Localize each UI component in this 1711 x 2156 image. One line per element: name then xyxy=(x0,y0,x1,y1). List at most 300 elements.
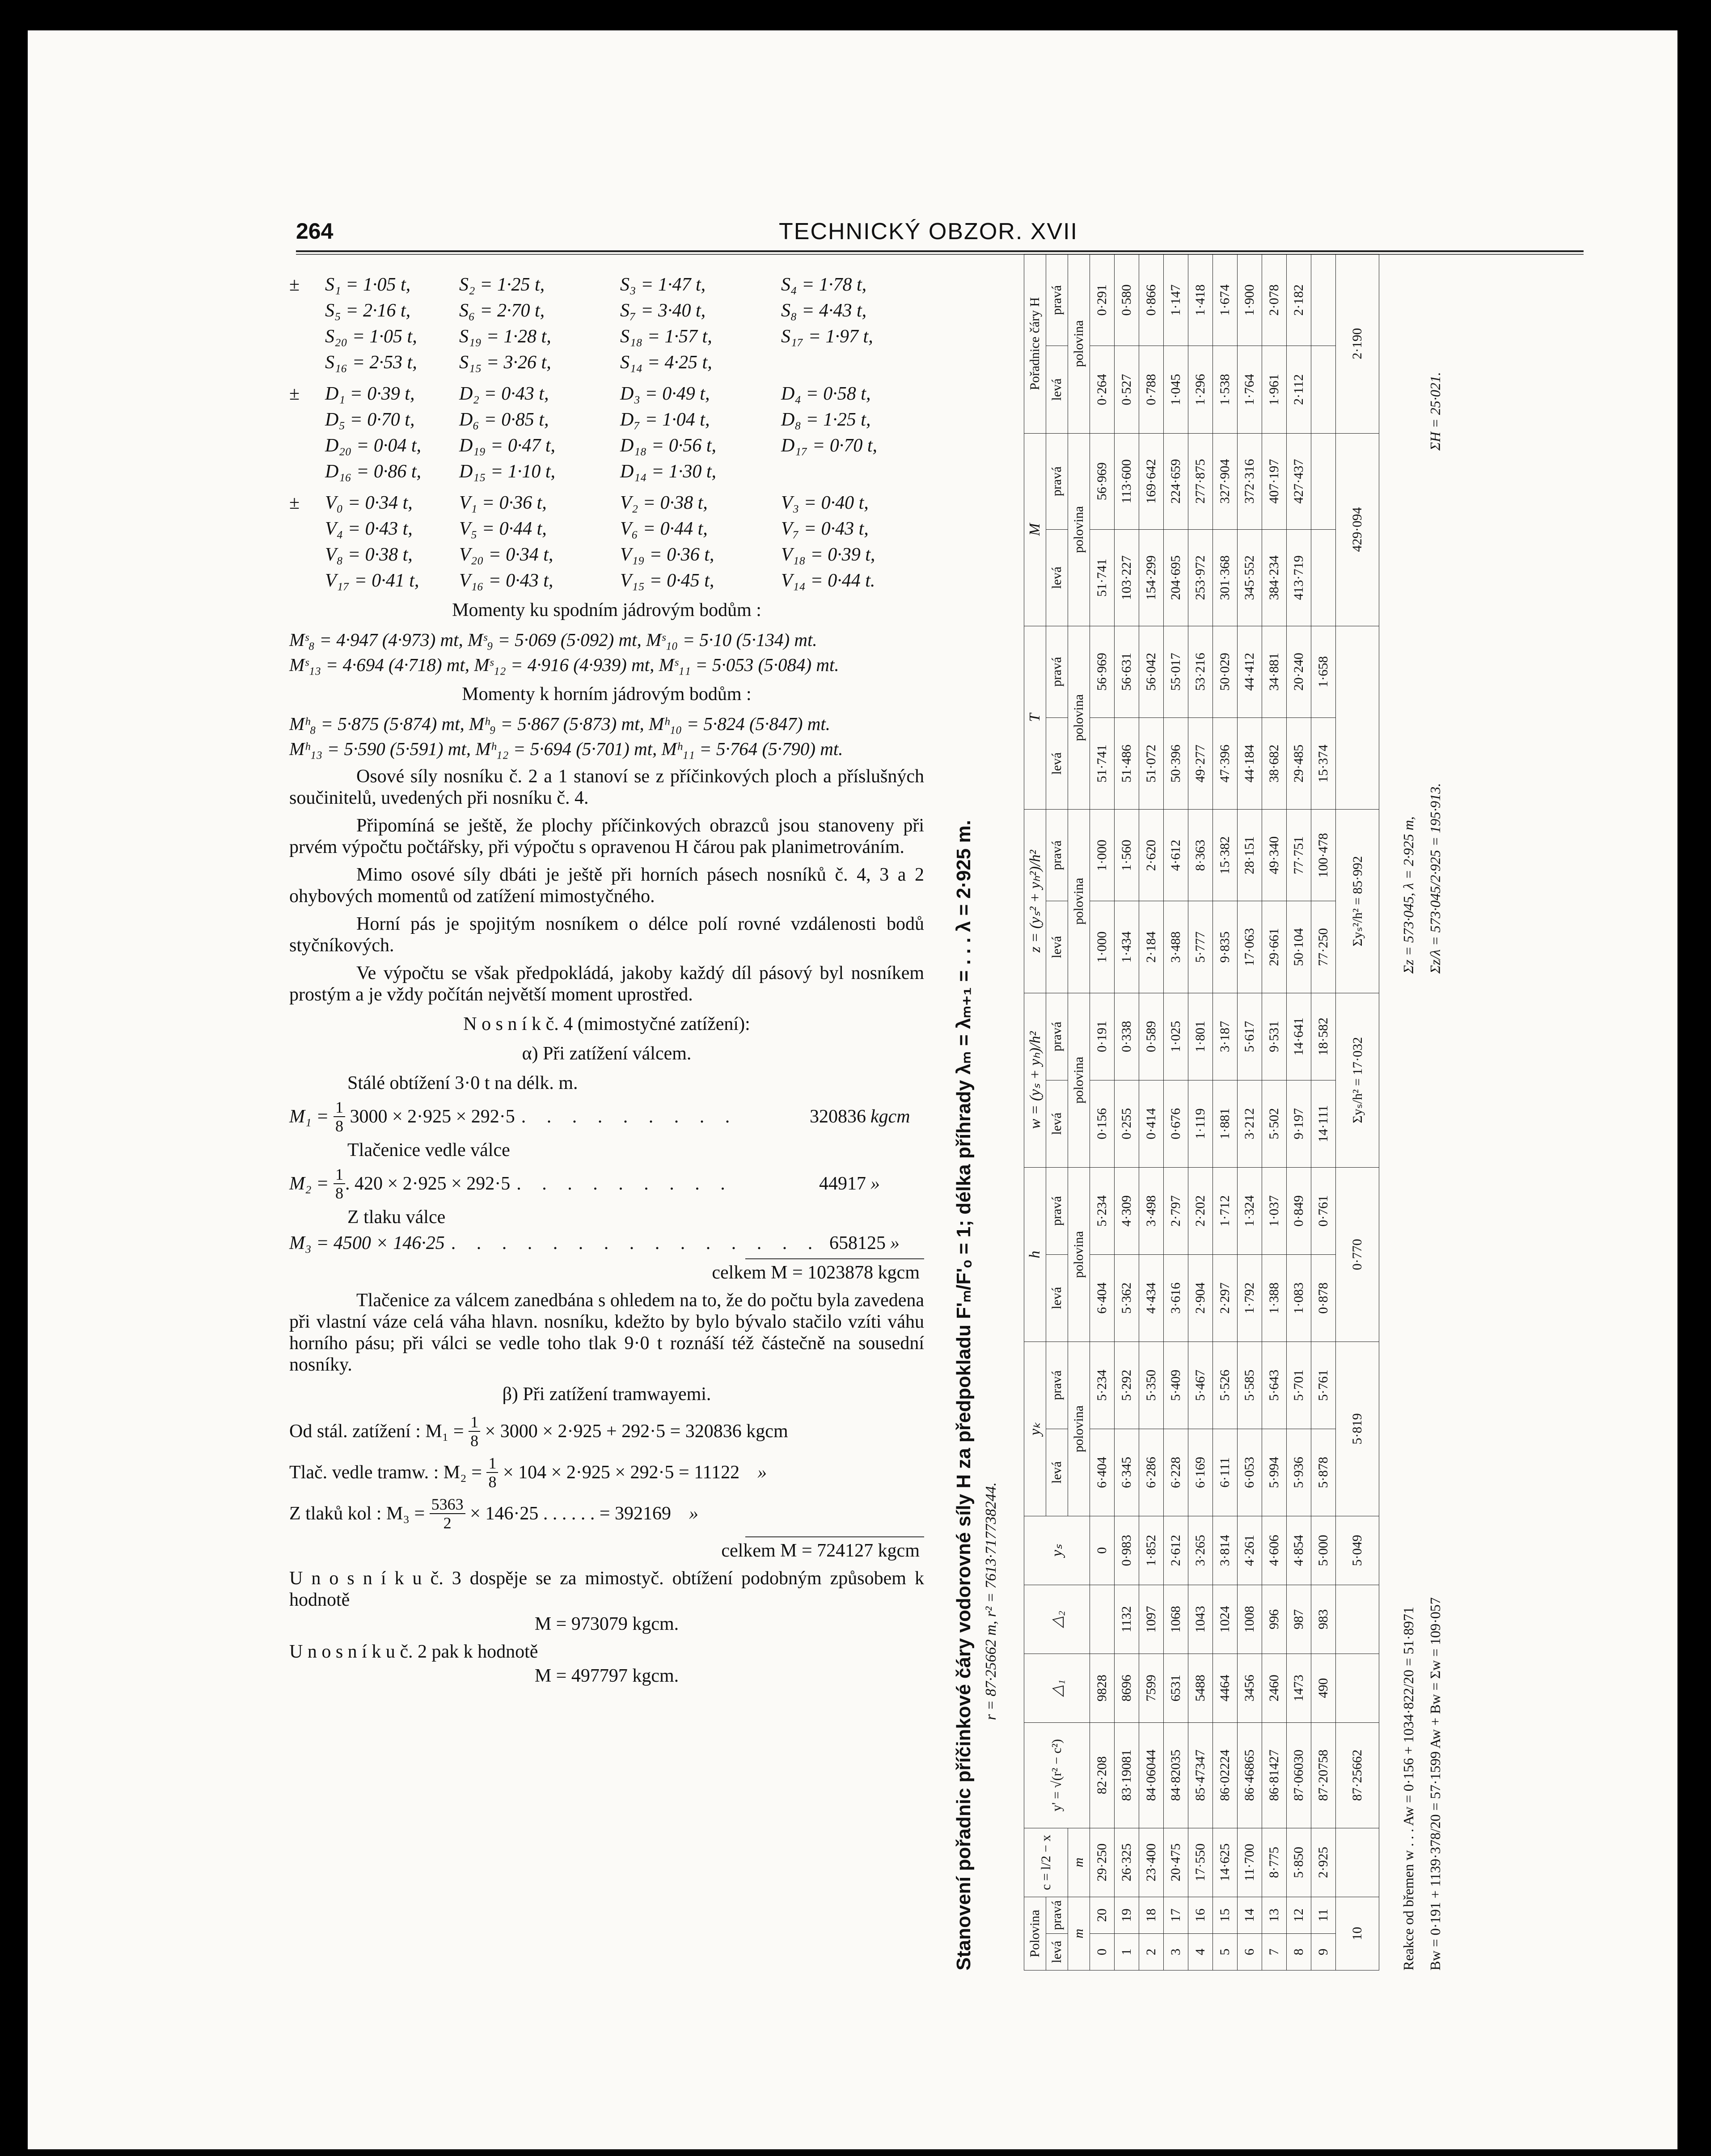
s-cell: S₁₄ = 4·25 t, xyxy=(620,352,712,373)
table-cell: 87·06030 xyxy=(1287,1722,1311,1828)
col-polovina: polovina xyxy=(1068,626,1090,810)
table-cell: 6·169 xyxy=(1188,1429,1213,1516)
table-cell: 9·531 xyxy=(1262,993,1287,1080)
s-cell: S₃ = 1·47 t, xyxy=(620,274,706,295)
table-cell: 2·297 xyxy=(1213,1254,1238,1342)
table-cell: 345·552 xyxy=(1238,530,1262,626)
table-row xyxy=(1188,254,1213,1970)
leader-dots: . . . . . . . . . xyxy=(521,1106,738,1127)
table-cell: 1·388 xyxy=(1262,1254,1287,1342)
table-cell xyxy=(1311,346,1336,433)
fraction xyxy=(430,1495,465,1532)
page xyxy=(28,30,1677,2149)
table-row xyxy=(1139,254,1164,1970)
table-cell: 253·972 xyxy=(1188,530,1213,626)
table-cell: 3·498 xyxy=(1139,1167,1164,1254)
d-cell: D₁₇ = 0·70 t, xyxy=(781,435,878,456)
table-cell: 86·81427 xyxy=(1262,1722,1287,1828)
table-cell: 8696 xyxy=(1115,1654,1139,1722)
table-cell: 55·017 xyxy=(1164,626,1188,717)
nosnik-3-value: M = 973079 kgcm. xyxy=(534,1614,679,1634)
table-cell: 1 xyxy=(1115,1933,1139,1970)
table-cell: 51·486 xyxy=(1115,717,1139,809)
d-cell: D₂ = 0·43 t, xyxy=(459,384,549,404)
table-cell: 0 xyxy=(1090,1516,1115,1585)
denominator: 8 xyxy=(488,1473,497,1491)
d-cell: D₅ = 0·70 t, xyxy=(325,409,415,430)
col-header-ys: yₛ xyxy=(1024,1516,1090,1585)
d-cell xyxy=(781,461,924,482)
v-cell: V₁₈ = 0·39 t, xyxy=(781,544,875,565)
summary-cell: Σyₛ²/h² = 85·992 xyxy=(1336,810,1379,993)
table-cell: 204·695 xyxy=(1164,530,1188,626)
table-cell: 0·527 xyxy=(1115,346,1139,433)
d-cell xyxy=(289,435,325,456)
table-cell: 19 xyxy=(1115,1897,1139,1933)
table-cell: 6·404 xyxy=(1090,1429,1115,1516)
table-cell: 12 xyxy=(1287,1897,1311,1933)
v-cell xyxy=(289,570,325,591)
table-summary-row xyxy=(1336,254,1379,1970)
col-header-yk: yₖ xyxy=(1024,1342,1046,1516)
table-cell: 3·814 xyxy=(1213,1516,1238,1585)
table-cell: 5·502 xyxy=(1262,1080,1287,1167)
numerator: 1 xyxy=(486,1454,498,1473)
table-cell: 5·777 xyxy=(1188,901,1213,993)
table-row xyxy=(1311,254,1336,1970)
upper-moments-heading: Momenty k horním jádrovým bodům : xyxy=(462,684,752,705)
table-cell: 38·682 xyxy=(1262,717,1287,809)
col-leva: levá xyxy=(1046,530,1068,626)
v-cell: V₀ = 0·34 t, xyxy=(325,493,413,513)
col-prava: pravá xyxy=(1046,1342,1068,1429)
table-cell: 1·324 xyxy=(1238,1167,1262,1254)
summary-cell: 429·094 xyxy=(1336,433,1379,626)
table-cell: 5·234 xyxy=(1090,1167,1115,1254)
s-cell: S₂₀ = 1·05 t, xyxy=(325,326,417,347)
table-cell: 2·202 xyxy=(1188,1167,1213,1254)
table-cell: 0·866 xyxy=(1139,254,1164,346)
calc-b3-lhs: Z tlaků kol : M₃ = xyxy=(289,1503,425,1524)
left-column xyxy=(289,274,924,1688)
alpha-heading: α) Při zatížení válcem. xyxy=(522,1043,692,1064)
v-cell: V₁₉ = 0·36 t, xyxy=(620,544,714,565)
table-cell: 6·053 xyxy=(1238,1429,1262,1516)
denominator: 8 xyxy=(335,1184,343,1202)
table-cell: 1·147 xyxy=(1164,254,1188,346)
footnote-bw: Bw = 0·191 + 1139·378/20 = 57·1599 Aw + Bw = Σw = 109·057 xyxy=(1427,1597,1443,1970)
force-list-v xyxy=(289,492,924,591)
table-cell: 327·904 xyxy=(1213,433,1238,530)
total-alpha: celkem M = 1023878 kgcm xyxy=(712,1262,920,1283)
table-cell: 1·801 xyxy=(1188,993,1213,1080)
s-cell xyxy=(781,352,924,373)
col-leva: levá xyxy=(1046,1254,1068,1342)
d-cell xyxy=(289,409,325,430)
s-cell: S₈ = 4·43 t, xyxy=(781,300,867,321)
table-cell: 427·437 xyxy=(1287,433,1311,530)
col-header-delta1: △₁ xyxy=(1024,1654,1090,1722)
table-cell: 301·368 xyxy=(1213,530,1238,626)
stale-label: Stálé obtížení 3·0 t na délk. m. xyxy=(347,1073,578,1093)
table-cell: 2·620 xyxy=(1139,810,1164,901)
table-cell: 3 xyxy=(1164,1933,1188,1970)
table-cell: 4·606 xyxy=(1262,1516,1287,1585)
denominator: 8 xyxy=(335,1117,343,1135)
rotated-table-block xyxy=(949,254,1449,1970)
summary-cell xyxy=(1336,1654,1379,1722)
calc-m2-lhs: M₂ = xyxy=(289,1173,329,1194)
table-cell: 6531 xyxy=(1164,1654,1188,1722)
lower-moments-heading: Momenty ku spodním jádrovým bodům : xyxy=(452,600,761,620)
table-cell: 4464 xyxy=(1213,1654,1238,1722)
table-cell: 82·208 xyxy=(1090,1722,1115,1828)
col-prava: pravá xyxy=(1046,1897,1068,1933)
nosnik-2-text: U n o s n í k u č. 2 pak k hodnotě xyxy=(289,1641,538,1662)
v-cell: V₈ = 0·38 t, xyxy=(325,544,413,565)
v-cell: ± xyxy=(289,493,300,513)
table-cell: 1·961 xyxy=(1262,346,1287,433)
table-row xyxy=(1287,254,1311,1970)
calc-m1-lhs: M₁ = xyxy=(289,1106,329,1127)
table-cell: 1·764 xyxy=(1238,346,1262,433)
v-cell: V₁₆ = 0·43 t, xyxy=(459,570,553,591)
table-cell: 6 xyxy=(1238,1933,1262,1970)
table-cell: 29·661 xyxy=(1262,901,1287,993)
table-cell: 1·658 xyxy=(1311,626,1336,717)
table-cell: 2·184 xyxy=(1139,901,1164,993)
table-cell: 51·072 xyxy=(1139,717,1164,809)
col-prava: pravá xyxy=(1046,993,1068,1080)
numerator: 5363 xyxy=(430,1495,465,1514)
table-cell: 13 xyxy=(1262,1897,1287,1933)
table-cell: 2·904 xyxy=(1188,1254,1213,1342)
table-cell: 1·000 xyxy=(1090,901,1115,993)
table-cell: 996 xyxy=(1262,1585,1287,1654)
v-cell xyxy=(289,518,325,540)
table-cell: 5·409 xyxy=(1164,1342,1188,1429)
col-leva: levá xyxy=(1046,901,1068,993)
calc-m2 xyxy=(289,1165,924,1202)
table-cell: 50·396 xyxy=(1164,717,1188,809)
s-cell xyxy=(289,352,325,373)
table-cell: 1·792 xyxy=(1238,1254,1262,1342)
calc-m3 xyxy=(289,1232,924,1254)
calc-b3-unit: » xyxy=(689,1503,699,1524)
table-cell: 17 xyxy=(1164,1897,1188,1933)
table-cell: 2·078 xyxy=(1262,254,1287,346)
numerator: 1 xyxy=(469,1413,480,1432)
table-cell: 5·878 xyxy=(1311,1429,1336,1516)
table-cell: 4 xyxy=(1188,1933,1213,1970)
nosnik-4-heading: N o s n í k č. 4 (mimostyčné zatížení): xyxy=(463,1014,750,1034)
table-row xyxy=(1213,254,1238,1970)
journal-title: TECHNICKÝ OBZOR. XVII xyxy=(779,219,1078,245)
table-cell: 0·589 xyxy=(1139,993,1164,1080)
summary-cell: 2·190 xyxy=(1336,254,1379,434)
table-cell: 2·112 xyxy=(1287,346,1311,433)
calc-b2-lhs: Tlač. vedle tramw. : M₂ = xyxy=(289,1462,482,1483)
table-cell: 5·617 xyxy=(1238,993,1262,1080)
fraction xyxy=(469,1413,480,1450)
v-cell: V₆ = 0·44 t, xyxy=(620,519,708,539)
table-cell: 4·261 xyxy=(1238,1516,1262,1585)
table-cell: 17·063 xyxy=(1238,901,1262,993)
calc-m2-rhs: . 420 × 2·925 × 292·5 xyxy=(345,1173,511,1194)
table-cell: 4·854 xyxy=(1287,1516,1311,1585)
table-cell: 14·641 xyxy=(1287,993,1311,1080)
table-cell: 1·434 xyxy=(1115,901,1139,993)
table-cell: 100·478 xyxy=(1311,810,1336,901)
table-cell: 6·111 xyxy=(1213,1429,1238,1516)
table-cell: 0·291 xyxy=(1090,254,1115,346)
table-cell: 3·265 xyxy=(1188,1516,1213,1585)
table-cell: 9828 xyxy=(1090,1654,1115,1722)
col-header-M: M xyxy=(1024,433,1046,626)
table-cell: 85·47347 xyxy=(1188,1722,1213,1828)
table-cell: 20·475 xyxy=(1164,1828,1188,1897)
table-cell xyxy=(1090,1585,1115,1654)
table-cell: 0·676 xyxy=(1164,1080,1188,1167)
table-cell: 6·228 xyxy=(1164,1429,1188,1516)
table-cell: 9·835 xyxy=(1213,901,1238,993)
summary-cell: 5·049 xyxy=(1336,1516,1379,1585)
table-cell: 50·104 xyxy=(1287,901,1311,993)
s-cell xyxy=(289,326,325,347)
table-cell: 1008 xyxy=(1238,1585,1262,1654)
table-cell: 26·325 xyxy=(1115,1828,1139,1897)
table-cell: 384·234 xyxy=(1262,530,1287,626)
table-cell: 2·612 xyxy=(1164,1516,1188,1585)
v-cell: V₇ = 0·43 t, xyxy=(781,519,869,539)
table-cell: 5·761 xyxy=(1311,1342,1336,1429)
table-cell: 44·184 xyxy=(1238,717,1262,809)
s-cell: S₁₉ = 1·28 t, xyxy=(459,326,551,347)
d-cell: ± xyxy=(289,384,300,404)
table-cell: 84·06044 xyxy=(1139,1722,1164,1828)
table-cell: 29·250 xyxy=(1090,1828,1115,1897)
col-leva: levá xyxy=(1046,1429,1068,1516)
table-row xyxy=(1262,254,1287,1970)
table-cell: 1132 xyxy=(1115,1585,1139,1654)
table-cell: 1068 xyxy=(1164,1585,1188,1654)
col-prava: pravá xyxy=(1046,1167,1068,1254)
d-cell: D₄ = 0·58 t, xyxy=(781,384,871,404)
table-cell: 5·000 xyxy=(1311,1516,1336,1585)
table-cell: 983 xyxy=(1311,1585,1336,1654)
calc-m1 xyxy=(289,1098,924,1135)
table-cell: 7 xyxy=(1262,1933,1287,1970)
table-cell: 87·20758 xyxy=(1311,1722,1336,1828)
table-cell: 14·111 xyxy=(1311,1080,1336,1167)
table-cell: 6·286 xyxy=(1139,1429,1164,1516)
table-cell: 0·580 xyxy=(1115,254,1139,346)
table-cell: 154·299 xyxy=(1139,530,1164,626)
nosnik-2-value: M = 497797 kgcm. xyxy=(534,1666,679,1686)
numerator: 1 xyxy=(334,1098,345,1117)
table-cell: 0·264 xyxy=(1090,346,1115,433)
table-cell: 3·488 xyxy=(1164,901,1188,993)
calc-b3 xyxy=(289,1495,924,1532)
table-cell: 1·418 xyxy=(1188,254,1213,346)
nosnik-3-text: U n o s n í k u č. 3 dospěje se za mimostyč. obtížení podobným způsobem k hodnotě xyxy=(289,1568,924,1610)
table-cell: 1473 xyxy=(1287,1654,1311,1722)
table-cell: 23·400 xyxy=(1139,1828,1164,1897)
v-cell: V₂ = 0·38 t, xyxy=(620,493,708,513)
d-cell: D₁₅ = 1·10 t, xyxy=(459,461,556,482)
calc-b1-lhs: Od stál. zatížení : M₁ = xyxy=(289,1421,464,1442)
table-cell: 5·936 xyxy=(1287,1429,1311,1516)
table-cell: 8·775 xyxy=(1262,1828,1287,1897)
paragraph-3: Mimo osové síly dbáti je ještě při horních pásech nosníků č. 4, 3 a 2 ohybových momentů od zatížení mimostyčného. xyxy=(289,865,924,907)
table-cell: 169·642 xyxy=(1139,433,1164,530)
table-cell: 0·414 xyxy=(1139,1080,1164,1167)
sum-rule xyxy=(745,1536,924,1537)
table-row xyxy=(1238,254,1262,1970)
table-cell: 44·412 xyxy=(1238,626,1262,717)
table-cell: 1·025 xyxy=(1164,993,1188,1080)
table-cell: 28·151 xyxy=(1238,810,1262,901)
table-cell: 50·029 xyxy=(1213,626,1238,717)
table-cell: 77·250 xyxy=(1311,901,1336,993)
summary-cell: Σyₛ/h² = 17·032 xyxy=(1336,993,1379,1167)
col-prava: pravá xyxy=(1046,810,1068,901)
table-cell: 51·741 xyxy=(1090,530,1115,626)
table-cell: 1024 xyxy=(1213,1585,1238,1654)
s-cell: S₁₈ = 1·57 t, xyxy=(620,326,712,347)
table-cell: 51·741 xyxy=(1090,717,1115,809)
table-cell: 3·212 xyxy=(1238,1080,1262,1167)
table-cell: 0·849 xyxy=(1287,1167,1311,1254)
calc-m1-rhs: 3000 × 2·925 × 292·5 xyxy=(350,1106,515,1127)
table-cell: 20 xyxy=(1090,1897,1115,1933)
table-cell: 1·000 xyxy=(1090,810,1115,901)
denominator: 8 xyxy=(470,1432,479,1450)
leader-dots: . . . . . . . . . xyxy=(516,1173,733,1194)
col-header-w: w = (yₛ + yₕ)/h² xyxy=(1024,993,1046,1167)
col-polovina: polovina xyxy=(1068,1167,1090,1342)
d-cell: D₇ = 1·04 t, xyxy=(620,409,710,430)
summary-cell: 5·819 xyxy=(1336,1342,1379,1516)
table-cell: 18·582 xyxy=(1311,993,1336,1080)
d-cell: D₁₉ = 0·47 t, xyxy=(459,435,556,456)
ordinates-table xyxy=(1024,254,1379,1970)
col-leva: levá xyxy=(1046,346,1068,433)
s-cell: S₅ = 2·16 t, xyxy=(325,300,411,321)
table-cell: 0·191 xyxy=(1090,993,1115,1080)
table-cell: 5·585 xyxy=(1238,1342,1262,1429)
table-cell: 56·969 xyxy=(1090,626,1115,717)
footnote-sum-z-lambda: Σz/λ = 573·045/2·925 = 195·913. xyxy=(1427,783,1443,974)
paragraph-5: Ve výpočtu se však předpokládá, jakoby každý díl pásový byl nosníkem prostým a je vždy počítán největší moment uprostřed. xyxy=(289,963,924,1005)
table-footnotes xyxy=(1400,254,1508,1970)
table-cell: 1·712 xyxy=(1213,1167,1238,1254)
v-cell: V₁₄ = 0·44 t. xyxy=(781,570,875,591)
table-cell: 1097 xyxy=(1139,1585,1164,1654)
col-prava: pravá xyxy=(1046,626,1068,717)
table-cell: 0·983 xyxy=(1115,1516,1139,1585)
calc-b2-unit: » xyxy=(757,1462,767,1483)
v-cell: V₃ = 0·40 t, xyxy=(781,493,869,513)
table-cell: 1·083 xyxy=(1287,1254,1311,1342)
table-cell: 5·526 xyxy=(1213,1342,1238,1429)
summary-cell xyxy=(1336,626,1379,810)
s-cell: S₂ = 1·25 t, xyxy=(459,274,545,295)
table-cell xyxy=(1311,254,1336,346)
table-cell: 490 xyxy=(1311,1654,1336,1722)
denominator: 2 xyxy=(443,1514,452,1532)
paragraph-6: Tlačenice za válcem zanedbána s ohledem na to, že do počtu byla zavedena při vlastní váze celá váha hlavn. nosníku, kdežto by bylo bývalo stačilo vzíti váhu horního pásu; při válci se vedle toho tlak 9·0 t roznáší též částečně na sousední nosníky. xyxy=(289,1290,924,1375)
table-cell: 1·119 xyxy=(1188,1080,1213,1167)
table-cell: 1·674 xyxy=(1213,254,1238,346)
beta-heading: β) Při zatížení tramwayemi. xyxy=(502,1384,711,1405)
table-cell: 3456 xyxy=(1238,1654,1262,1722)
table-cell: 77·751 xyxy=(1287,810,1311,901)
table-cell: 16 xyxy=(1188,1897,1213,1933)
page-number: 264 xyxy=(296,219,334,244)
table-cell: 56·969 xyxy=(1090,433,1115,530)
table-cell: 20·240 xyxy=(1287,626,1311,717)
d-cell: D₁ = 0·39 t, xyxy=(325,384,415,404)
force-list-s xyxy=(289,274,924,373)
table-cell: 0·255 xyxy=(1115,1080,1139,1167)
table-cell: 9·197 xyxy=(1287,1080,1311,1167)
calc-b3-rhs: × 146·25 . . . . . . = 392169 xyxy=(470,1503,672,1524)
table-cell: 113·600 xyxy=(1115,433,1139,530)
col-prava: pravá xyxy=(1046,433,1068,530)
leader-dots: . . . . . . . . . . . . . . . xyxy=(451,1233,821,1253)
v-cell: V₁₇ = 0·41 t, xyxy=(325,570,419,591)
upper-moments-line-2: Mʰ₁₃ = 5·590 (5·591) mt, Mʰ₁₂ = 5·694 (5·701) mt, Mʰ₁₁ = 5·764 (5·790) mt. xyxy=(289,738,843,759)
table-cell: 18 xyxy=(1139,1897,1164,1933)
calc-m3-lhs: M₃ = 4500 × 146·25 xyxy=(289,1233,445,1253)
force-list-d xyxy=(289,383,924,482)
s-cell: S₁₆ = 2·53 t, xyxy=(325,352,417,373)
paragraph-2: Připomíná se ještě, že plochy příčinkových obrazců jsou stanoveny při prvém výpočtu počtářsky, při výpočtu s opravenou H čárou pak planimetrováním. xyxy=(289,815,924,857)
table-cell: 407·197 xyxy=(1262,433,1287,530)
lower-moments-line-1: Mˢ₈ = 4·947 (4·973) mt, Mˢ₉ = 5·069 (5·092) mt, Mˢ₁₀ = 5·10 (5·134) mt. xyxy=(289,629,817,650)
table-cell: 5·643 xyxy=(1262,1342,1287,1429)
lower-moments-line-2: Mˢ₁₃ = 4·694 (4·718) mt, Mˢ₁₂ = 4·916 (4·939) mt, Mˢ₁₁ = 5·053 (5·084) mt. xyxy=(289,654,839,675)
calc-m2-unit: » xyxy=(870,1173,880,1194)
table-cell: 103·227 xyxy=(1115,530,1139,626)
table-cell: 2·797 xyxy=(1164,1167,1188,1254)
v-cell: V₄ = 0·43 t, xyxy=(325,519,413,539)
table-cell: 15·382 xyxy=(1213,810,1238,901)
table-cell: 6·345 xyxy=(1115,1429,1139,1516)
table-cell: 11 xyxy=(1311,1897,1336,1933)
col-prava: pravá xyxy=(1046,254,1068,346)
table-cell: 277·875 xyxy=(1188,433,1213,530)
table-cell: 2460 xyxy=(1262,1654,1287,1722)
d-cell: D₃ = 0·49 t, xyxy=(620,384,710,404)
table-cell: 2·925 xyxy=(1311,1828,1336,1897)
table-cell: 3·187 xyxy=(1213,993,1238,1080)
table-cell: 987 xyxy=(1287,1585,1311,1654)
calc-b2-rhs: × 104 × 2·925 × 292·5 = 11122 xyxy=(503,1462,740,1483)
table-cell: 4·309 xyxy=(1115,1167,1139,1254)
s-cell: ± xyxy=(289,274,300,295)
table-cell: 1043 xyxy=(1188,1585,1213,1654)
d-cell: D₈ = 1·25 t, xyxy=(781,409,871,430)
header-rule xyxy=(296,250,1584,252)
table-cell: 56·042 xyxy=(1139,626,1164,717)
table-cell: 17·550 xyxy=(1188,1828,1213,1897)
table-cell: 49·340 xyxy=(1262,810,1287,901)
col-polovina: polovina xyxy=(1068,810,1090,993)
table-row xyxy=(1115,254,1139,1970)
table-cell: 1·045 xyxy=(1164,346,1188,433)
